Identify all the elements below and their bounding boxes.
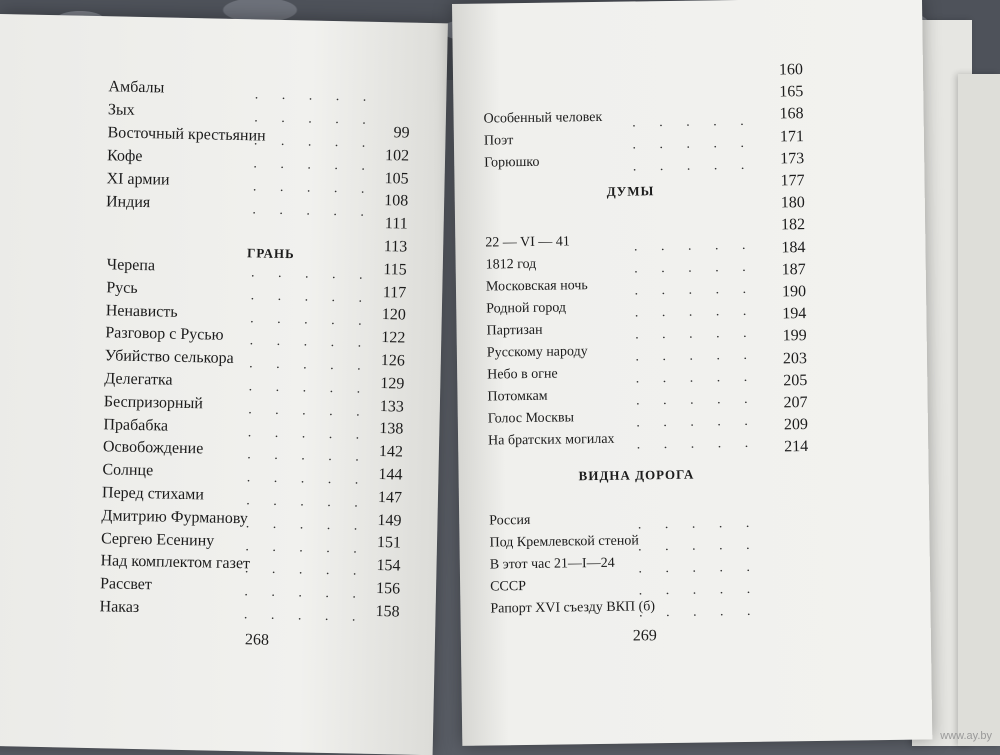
toc-entry-title: Освобождение [102,438,204,458]
toc-page-number: 144 [378,466,403,484]
toc-entry-title: Особенный человек [483,109,603,127]
leader-dots: . . . . . [253,156,376,174]
right-page [452,0,932,746]
toc-entry-title: 1812 год [485,256,537,273]
toc-page-number: 199 [782,327,807,345]
section-heading-dumy: ДУМЫ [606,183,655,199]
leader-dots: . . . . . [245,516,368,534]
toc-page-number: 173 [780,149,805,168]
page-number-left: 268 [244,631,270,649]
toc-entry-title: Горюшко [484,154,540,171]
leader-dots: . . . . . [637,537,760,555]
toc-page-number: 203 [782,349,808,368]
toc-page-number: 108 [383,192,409,210]
toc-entry-title: Партизан [486,322,543,339]
toc-page-number: 184 [781,238,806,257]
leader-dots: . . . . . [249,333,372,352]
section-heading-gran: ГРАНЬ [246,245,295,262]
leader-dots: . . . . . [635,347,758,365]
leader-dots: . . . . . [250,288,373,306]
leader-dots: . . . . . [244,561,367,580]
leader-dots: . . . . . [632,135,755,153]
leader-dots: . . . . . [634,303,757,321]
toc-entry-title: Под Кремлевской стеной [489,533,639,551]
toc-entry-title: Делегатка [104,370,173,389]
toc-entry-title: Перед стихами [101,484,205,504]
leader-dots: . . . . . [247,447,369,466]
toc-entry-title: Беспризорный [103,393,204,413]
leader-dots: . . . . . [252,202,375,220]
toc-entry-title: Сергею Есенину [100,529,215,550]
leader-dots: . . . . . [633,237,756,255]
section-heading-vidna-doroga: ВИДНА ДОРОГА [578,466,695,484]
toc-entry-title: 22 — VI — 41 [485,234,570,251]
toc-entry-title: Родной город [486,300,567,317]
toc-page-number: 115 [383,260,407,279]
toc-entry-title: Над комплектом газет [100,552,251,573]
toc-page-number: 209 [783,416,809,434]
toc-entry-title: Русь [106,279,138,297]
leader-dots: . . . . . [632,113,754,131]
toc-entry-title: Потомкам [487,388,548,405]
leader-dots: . . . . . [245,538,368,557]
toc-page-number: 149 [377,511,402,530]
toc-entry-title: Разговор с Русью [105,324,224,345]
toc-entry-title: Поэт [483,133,514,149]
toc-entry-title: Голос Москвы [487,410,575,427]
toc-entry-title: Дмитрию Фурманову [101,507,249,528]
toc-page-number: 126 [380,352,405,370]
leader-dots: . . . . . [247,424,370,443]
leader-dots: . . . . . [246,470,369,489]
toc-page-number: 160 [778,61,804,79]
leader-dots: . . . . . [254,87,377,105]
toc-page-number: 122 [381,329,406,347]
page-stack-edge [958,74,1000,746]
toc-page-number: 111 [384,215,408,233]
toc-entry-title: Кофе [106,147,143,166]
toc-page-number: 168 [779,105,804,123]
leader-dots: . . . . . [635,325,757,343]
toc-entry-title: Рапорт XVI съезду ВКП (б) [490,599,656,617]
leader-dots: . . . . . [243,607,366,625]
toc-entry-title: Рассвет [99,575,153,594]
toc-entry-title: Черепа [106,256,156,275]
toc-entry-title: Индия [105,193,151,212]
leader-dots: . . . . . [249,356,371,375]
leader-dots: . . . . . [250,265,373,283]
toc-entry-title: Россия [489,512,531,529]
toc-page-number: 142 [378,443,404,461]
leader-dots: . . . . . [250,310,372,329]
toc-entry-title: Московская ночь [485,278,588,295]
toc-page-number: 177 [780,172,805,190]
leader-dots: . . . . . [638,581,761,599]
leader-dots: . . . . . [635,369,758,387]
toc-page-number: 187 [781,260,806,279]
toc-page-number: 147 [377,488,403,507]
toc-page-number: 158 [375,602,400,621]
toc-page-number: 138 [379,420,404,438]
toc-page-number: 190 [781,283,807,301]
toc-page-number: 133 [379,397,405,416]
leader-dots: . . . . . [254,110,377,128]
toc-page-number: 207 [783,394,808,412]
leader-dots: . . . . . [638,559,760,577]
leader-dots: . . . . . [636,413,758,431]
toc-page-number: 99 [393,124,410,142]
leader-dots: . . . . . [634,281,757,299]
toc-entry-title: Убийство селькора [104,347,234,368]
toc-page-number: 156 [375,580,401,598]
toc-page-number: 113 [383,238,408,256]
toc-page-number: 151 [376,534,402,552]
toc-entry-title: Русскому народу [486,344,588,361]
toc-page-number: 205 [783,371,808,390]
toc-entry-title: Зых [107,101,135,119]
toc-entry-title: На братских могилах [488,431,615,449]
toc-entry-title: Прабабка [103,415,169,435]
toc-entry-title: Наказ [99,598,140,617]
toc-page-number: 194 [782,305,807,323]
toc-entry-title: Небо в огне [487,366,558,383]
toc-page-number: 154 [376,557,401,575]
leader-dots: . . . . . [632,157,755,175]
toc-entry-title: Амбалы [108,78,165,97]
toc-page-number: 180 [780,194,805,212]
leader-dots: . . . . . [244,584,367,602]
toc-page-number: 105 [384,169,409,188]
leader-dots: . . . . . [248,379,371,397]
leader-dots: . . . . . [636,435,759,453]
left-page [0,14,448,755]
leader-dots: . . . . . [637,515,760,533]
leader-dots: . . . . . [635,391,758,409]
toc-page-number: 102 [384,146,410,165]
page-number-right: 269 [632,627,657,645]
toc-page-number: 171 [779,127,804,146]
leader-dots: . . . . . [253,133,376,151]
toc-page-number: 120 [381,306,406,324]
toc-page-number: 165 [779,83,804,101]
toc-entry-title: Восточный крестьянин [107,124,266,145]
toc-entry-title: СССР [490,579,527,595]
toc-page-number: 214 [784,438,809,456]
leader-dots: . . . . . [246,493,368,511]
toc-page-number: 129 [380,374,405,393]
leader-dots: . . . . . [634,259,756,277]
toc-page-number: 182 [781,216,806,234]
toc-entry-title: В этот час 21—I—24 [489,555,615,573]
leader-dots: . . . . . [248,402,370,420]
toc-entry-title: XI армии [106,170,170,189]
watermark: www.ay.by [940,730,992,742]
toc-entry-title: Солнце [102,461,154,480]
leader-dots: . . . . . [252,179,375,197]
toc-page-number: 117 [382,283,407,302]
toc-entry-title: Ненависть [105,301,178,321]
leader-dots: . . . . . [638,603,761,621]
